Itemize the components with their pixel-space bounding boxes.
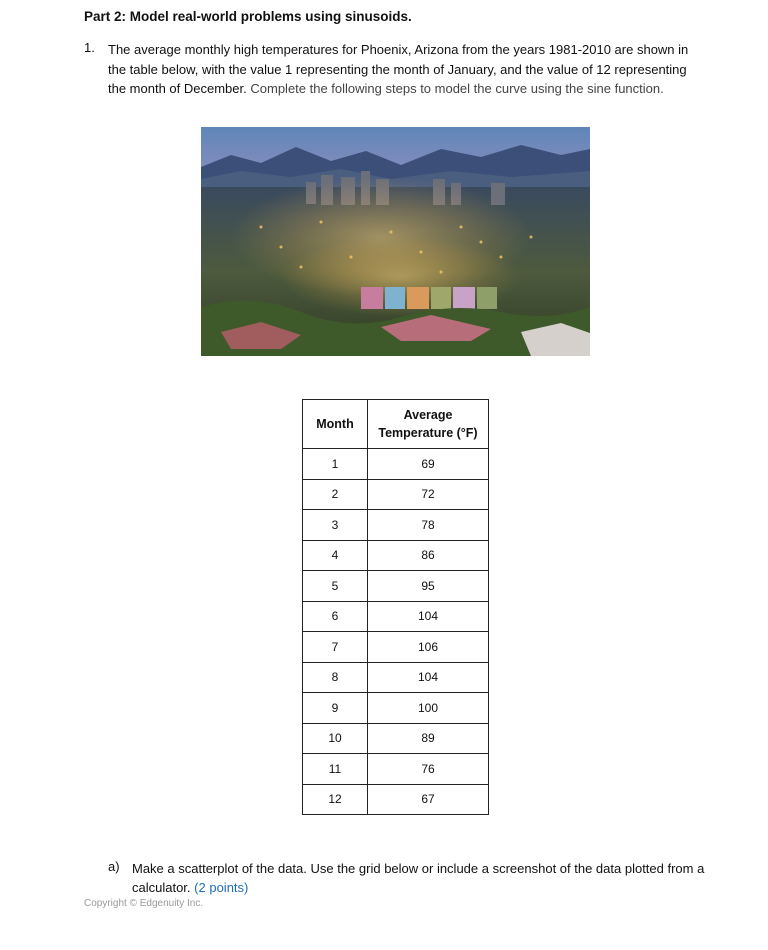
month-cell: 6 — [303, 601, 368, 632]
temperature-cell: 100 — [368, 693, 489, 724]
month-cell: 9 — [303, 693, 368, 724]
table-row — [303, 693, 489, 724]
table-row — [303, 571, 489, 602]
table-row — [303, 632, 489, 663]
header-avg-temp: Average Temperature (°F) — [368, 400, 489, 449]
copyright-footer: Copyright © Edgenuity Inc. — [84, 898, 204, 909]
table-row — [303, 662, 489, 693]
table-row — [303, 449, 489, 480]
temperature-cell: 86 — [368, 540, 489, 571]
temperature-cell: 89 — [368, 723, 489, 754]
month-cell: 12 — [303, 784, 368, 815]
problem-text — [108, 40, 708, 99]
table-row — [303, 540, 489, 571]
month-cell: 8 — [303, 662, 368, 693]
month-cell: 11 — [303, 754, 368, 785]
part-heading: Part 2: Model real-world problems using sinusoids. — [84, 9, 412, 24]
subquestion-text — [132, 859, 712, 897]
temperature-cell: 78 — [368, 510, 489, 541]
phoenix-cityscape-photo — [201, 127, 590, 356]
temperature-cell: 106 — [368, 632, 489, 663]
problem-description: The average monthly high temperatures for Phoenix, Arizona from the years 1981-2010 are shown in the table below, with the value 1 representing the month of January, and the value of 12 representing the month of December. — [108, 42, 689, 96]
month-cell: 4 — [303, 540, 368, 571]
table-row — [303, 723, 489, 754]
temperature-cell: 104 — [368, 601, 489, 632]
problem-number: 1. — [84, 40, 95, 55]
temperature-table-body — [303, 449, 489, 815]
subquestion-letter: a) — [108, 859, 120, 874]
header-month: Month — [303, 400, 368, 449]
table-row — [303, 784, 489, 815]
table-row — [303, 754, 489, 785]
month-cell: 3 — [303, 510, 368, 541]
month-cell: 10 — [303, 723, 368, 754]
points-label: (2 points) — [194, 880, 249, 895]
temperature-table — [302, 399, 489, 815]
temperature-cell: 95 — [368, 571, 489, 602]
subquestion-prompt: Make a scatterplot of the data. Use the grid below or include a screenshot of the data plotted from a calculator. — [132, 861, 705, 895]
month-cell: 7 — [303, 632, 368, 663]
month-cell: 2 — [303, 479, 368, 510]
month-cell: 1 — [303, 449, 368, 480]
temperature-cell: 104 — [368, 662, 489, 693]
table-row — [303, 479, 489, 510]
temperature-cell: 67 — [368, 784, 489, 815]
temperature-cell: 69 — [368, 449, 489, 480]
temperature-cell: 72 — [368, 479, 489, 510]
problem-instruction: Complete the following steps to model the curve using the sine function. — [250, 81, 664, 96]
table-row — [303, 510, 489, 541]
month-cell: 5 — [303, 571, 368, 602]
table-row — [303, 601, 489, 632]
temperature-cell: 76 — [368, 754, 489, 785]
